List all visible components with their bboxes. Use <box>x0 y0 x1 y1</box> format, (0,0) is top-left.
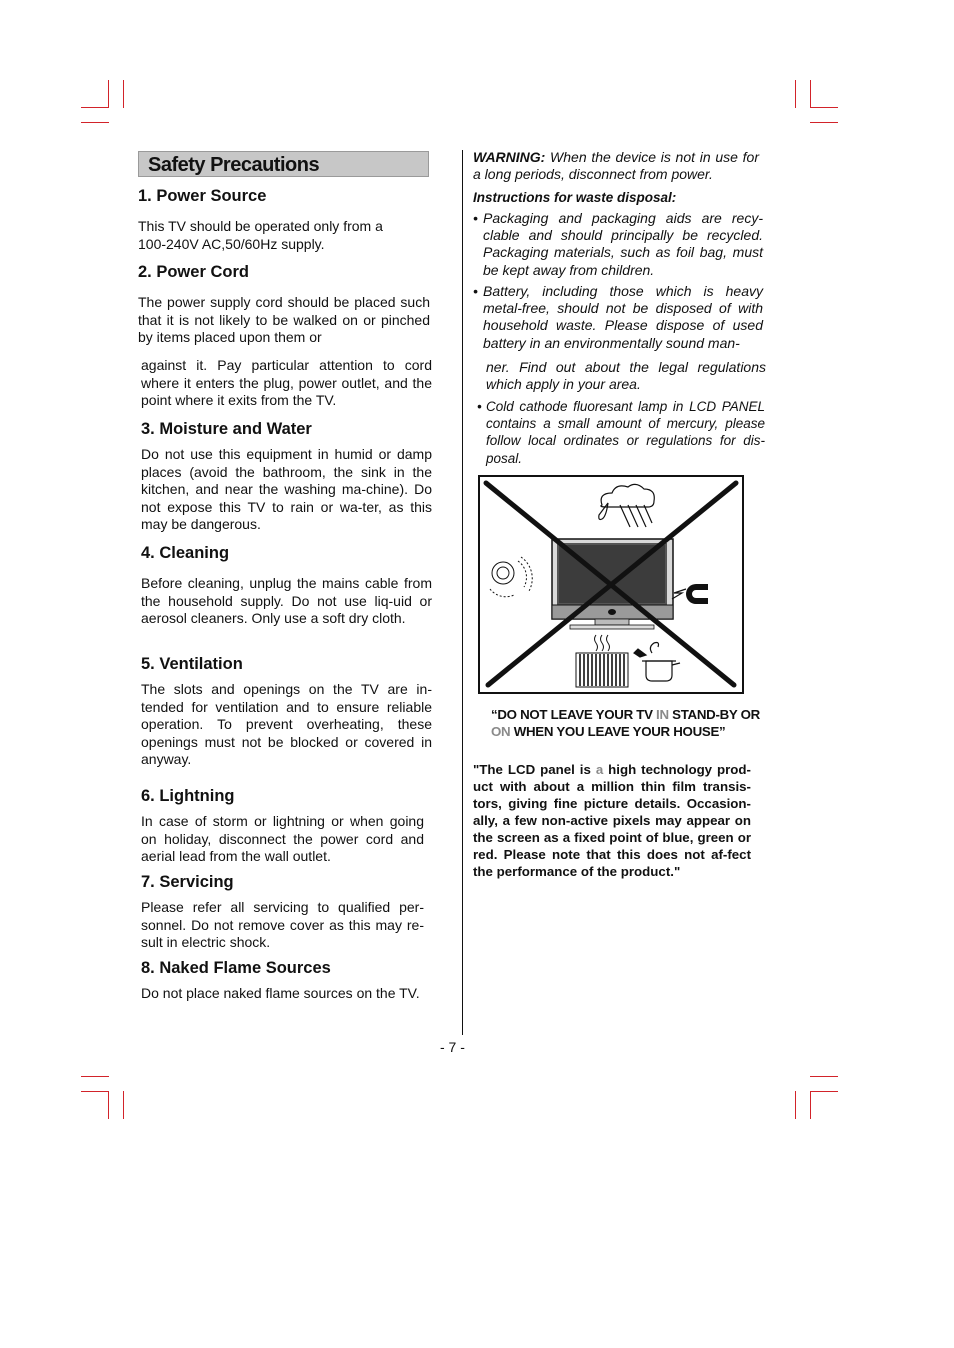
page-title: Safety Precautions <box>138 151 429 177</box>
standby-text: STAND-BY OR <box>668 707 760 722</box>
waste-heading: Instructions for waste disposal: <box>473 190 677 205</box>
lcd-note-text-a: a <box>595 762 604 777</box>
list-item-text: ner. Find out about the legal regulations which apply in your area. <box>486 359 766 393</box>
crop-mark <box>810 122 838 123</box>
heat-waves-icon <box>595 635 610 651</box>
crop-mark <box>810 80 811 108</box>
lcd-note-text: "The LCD panel is <box>473 762 596 777</box>
section-body: against it. Pay particular attention to cord where it enters the plug, power outlet, and the point where it exits from the TV. <box>141 357 432 409</box>
warning-paragraph <box>473 149 759 183</box>
section-heading: 3. Moisture and Water <box>141 420 312 438</box>
crop-mark <box>81 1076 109 1077</box>
section-heading: 7. Servicing <box>141 873 234 891</box>
list-item <box>477 398 765 467</box>
safety-illustration <box>478 475 744 694</box>
rain-cloud-icon <box>599 484 654 527</box>
page-number: - 7 - <box>440 1039 465 1055</box>
section-heading: 1. Power Source <box>138 187 267 205</box>
crop-mark <box>810 1076 838 1077</box>
section-heading: 5. Ventilation <box>141 655 243 673</box>
sun-icon <box>490 557 532 597</box>
crop-mark <box>810 107 838 108</box>
bullet-dot: • <box>473 210 478 226</box>
column-divider <box>462 150 463 1035</box>
crop-mark <box>810 1091 811 1119</box>
crop-mark <box>123 80 124 108</box>
section-body: Please refer all servicing to qualified per-sonnel. Do not remove cover as this may re-sult in electric shock. <box>141 899 424 951</box>
crop-mark <box>108 80 109 108</box>
magnet-icon <box>672 584 708 604</box>
crop-mark <box>123 1091 124 1119</box>
lcd-panel-note <box>473 761 751 880</box>
crop-mark <box>810 1091 838 1092</box>
list-item-text: Packaging and packaging aids are recy-clable and should principally be recycled. Packaging materials, such as foil bag, must be kept away from children. <box>483 210 763 278</box>
section-body: Do not place naked flame sources on the TV. <box>141 985 420 1001</box>
list-item-continued <box>476 359 766 393</box>
crop-mark <box>108 1091 109 1119</box>
crop-mark <box>81 122 109 123</box>
section-body: The slots and openings on the TV are in-tended for ventilation and to ensure reliable operation. To prevent overheating, these openings must not be blocked or covered in anyway. <box>141 681 432 768</box>
list-item <box>473 283 763 352</box>
section-heading: 4. Cleaning <box>141 544 230 562</box>
crop-mark <box>81 107 109 108</box>
bullet-dot: • <box>473 283 478 299</box>
crop-mark <box>81 1091 109 1092</box>
section-body: In case of storm or lightning or when going on holiday, disconnect the power cord and aerial lead from the wall outlet. <box>141 813 424 865</box>
crop-mark <box>795 1091 796 1119</box>
bullet-dot: • <box>477 399 482 414</box>
list-item-text: Cold cathode fluoresant lamp in LCD PANEL contains a small amount of mercury, please follow local ordinates or regulations for dis-posal. <box>486 399 765 466</box>
cooking-pot-icon <box>634 643 680 682</box>
section-heading: 2. Power Cord <box>138 263 249 281</box>
standby-note <box>491 706 766 740</box>
left-column <box>138 151 432 1001</box>
crop-mark <box>795 80 796 108</box>
standby-text: WHEN YOU LEAVE YOUR HOUSE” <box>510 724 726 739</box>
section-heading: 8. Naked Flame Sources <box>141 959 331 977</box>
tv-hazards-drawing <box>480 477 742 692</box>
warning-label: WARNING: <box>473 149 546 165</box>
section-body: The power supply cord should be placed such that it is not likely to be walked on or pinched by items placed upon them or <box>138 294 430 346</box>
section-body: Before cleaning, unplug the mains cable from the household supply. Do not use liq-uid or aerosol cleaners. Only use a soft dry cloth. <box>141 575 432 627</box>
list-item-text: Battery, including those which is heavy metal-free, should not be disposed of with household waste. Please dispose of used battery in an environmentally sound man- <box>483 283 763 351</box>
standby-text-in: IN <box>656 707 669 722</box>
standby-text-on: ON <box>491 724 511 739</box>
section-body: This TV should be operated only from a 100-240V AC,50/60Hz supply. <box>138 218 383 252</box>
section-body: Do not use this equipment in humid or damp places (avoid the bathroom, the sink in the kitchen, and near the washing ma-chine). Do not expose this TV to rain or wa-ter, as this may be dangerous. <box>141 446 432 533</box>
section-heading: 6. Lightning <box>141 787 235 805</box>
list-item <box>473 210 763 279</box>
standby-text: “DO NOT LEAVE YOUR TV <box>491 707 657 722</box>
radiator-icon <box>576 653 628 687</box>
warning-text: When the device is not in use for a long periods, disconnect from power. <box>473 149 759 183</box>
lcd-note-text: high technology prod-uct with about a million thin film transis-tors, giving fine picture details. Occasion-ally, a few non-active pixels may appear on the screen as a fixed point of blue, green or red. Please note that this does not af-fect the performance of the product." <box>473 762 751 879</box>
